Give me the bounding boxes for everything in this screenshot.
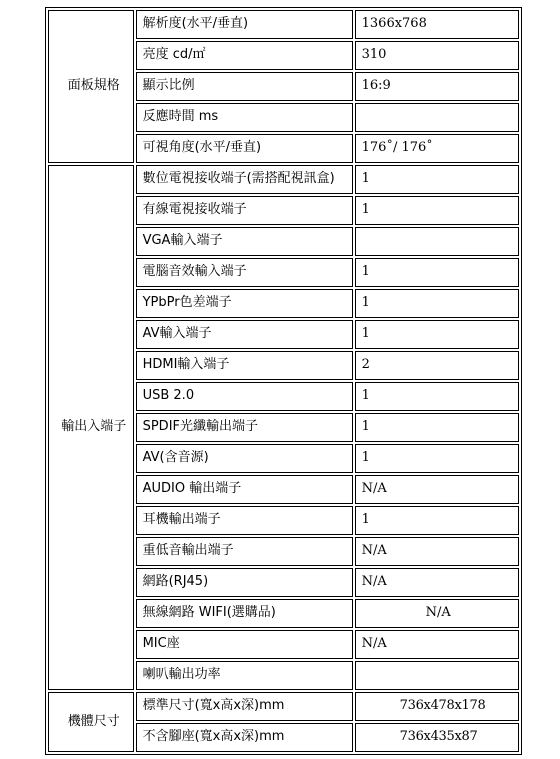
- spec-value: [355, 661, 519, 690]
- spec-item: 顯示比例: [136, 72, 353, 101]
- spec-item: 數位電視接收端子(需搭配視訊盒): [136, 165, 353, 194]
- spec-value: 1: [355, 382, 519, 411]
- spec-item: 電腦音效輸入端子: [136, 258, 353, 287]
- spec-item: 亮度 cd/㎡: [136, 41, 353, 70]
- spec-item: YPbPr色差端子: [136, 289, 353, 318]
- spec-value: 1366x768: [355, 10, 519, 39]
- spec-item: USB 2.0: [136, 382, 353, 411]
- table-row: [48, 692, 519, 721]
- spec-value: 1: [355, 196, 519, 225]
- spec-item: 標準尺寸(寬x高x深)mm: [136, 692, 353, 721]
- spec-value: 176˚/ 176˚: [355, 134, 519, 163]
- spec-item: SPDIF光纖輸出端子: [136, 413, 353, 442]
- spec-item: MIC座: [136, 630, 353, 659]
- spec-item: 無線網路 WIFI(選購品): [136, 599, 353, 628]
- spec-item: 網路(RJ45): [136, 568, 353, 597]
- spec-value: 1: [355, 506, 519, 535]
- spec-item: 反應時間 ms: [136, 103, 353, 132]
- spec-value: 1: [355, 320, 519, 349]
- spec-value: N/A: [355, 475, 519, 504]
- spec-value: N/A: [355, 537, 519, 566]
- spec-table: [45, 7, 522, 755]
- table-row: [48, 165, 519, 194]
- spec-value: 1: [355, 444, 519, 473]
- spec-item: 可視角度(水平/垂直): [136, 134, 353, 163]
- spec-value: 1: [355, 413, 519, 442]
- spec-item: AV輸入端子: [136, 320, 353, 349]
- spec-value: 310: [355, 41, 519, 70]
- spec-item: 耳機輸出端子: [136, 506, 353, 535]
- spec-value: 1: [355, 258, 519, 287]
- spec-value: [355, 103, 519, 132]
- spec-item: 重低音輸出端子: [136, 537, 353, 566]
- spec-item: AV(含音源): [136, 444, 353, 473]
- spec-value: 2: [355, 351, 519, 380]
- spec-value: 1: [355, 165, 519, 194]
- spec-value: 1: [355, 289, 519, 318]
- spec-value: N/A: [355, 568, 519, 597]
- spec-value: N/A: [355, 599, 519, 628]
- spec-item: 解析度(水平/垂直): [136, 10, 353, 39]
- spec-item: AUDIO 輸出端子: [136, 475, 353, 504]
- spec-item: VGA輸入端子: [136, 227, 353, 256]
- group-label-ports: 輸出入端子: [48, 165, 134, 690]
- spec-item: HDMI輸入端子: [136, 351, 353, 380]
- spec-item: 喇叭輸出功率: [136, 661, 353, 690]
- spec-item: 不含腳座(寬x高x深)mm: [136, 723, 353, 752]
- spec-value: N/A: [355, 630, 519, 659]
- spec-item: 有線電視接收端子: [136, 196, 353, 225]
- group-label-panel: 面板規格: [48, 10, 134, 163]
- spec-value: 736x478x178: [355, 692, 519, 721]
- spec-value: 736x435x87: [355, 723, 519, 752]
- group-label-size: 機體尺寸: [48, 692, 134, 752]
- spec-value: [355, 227, 519, 256]
- table-row: [48, 10, 519, 39]
- spec-value: 16:9: [355, 72, 519, 101]
